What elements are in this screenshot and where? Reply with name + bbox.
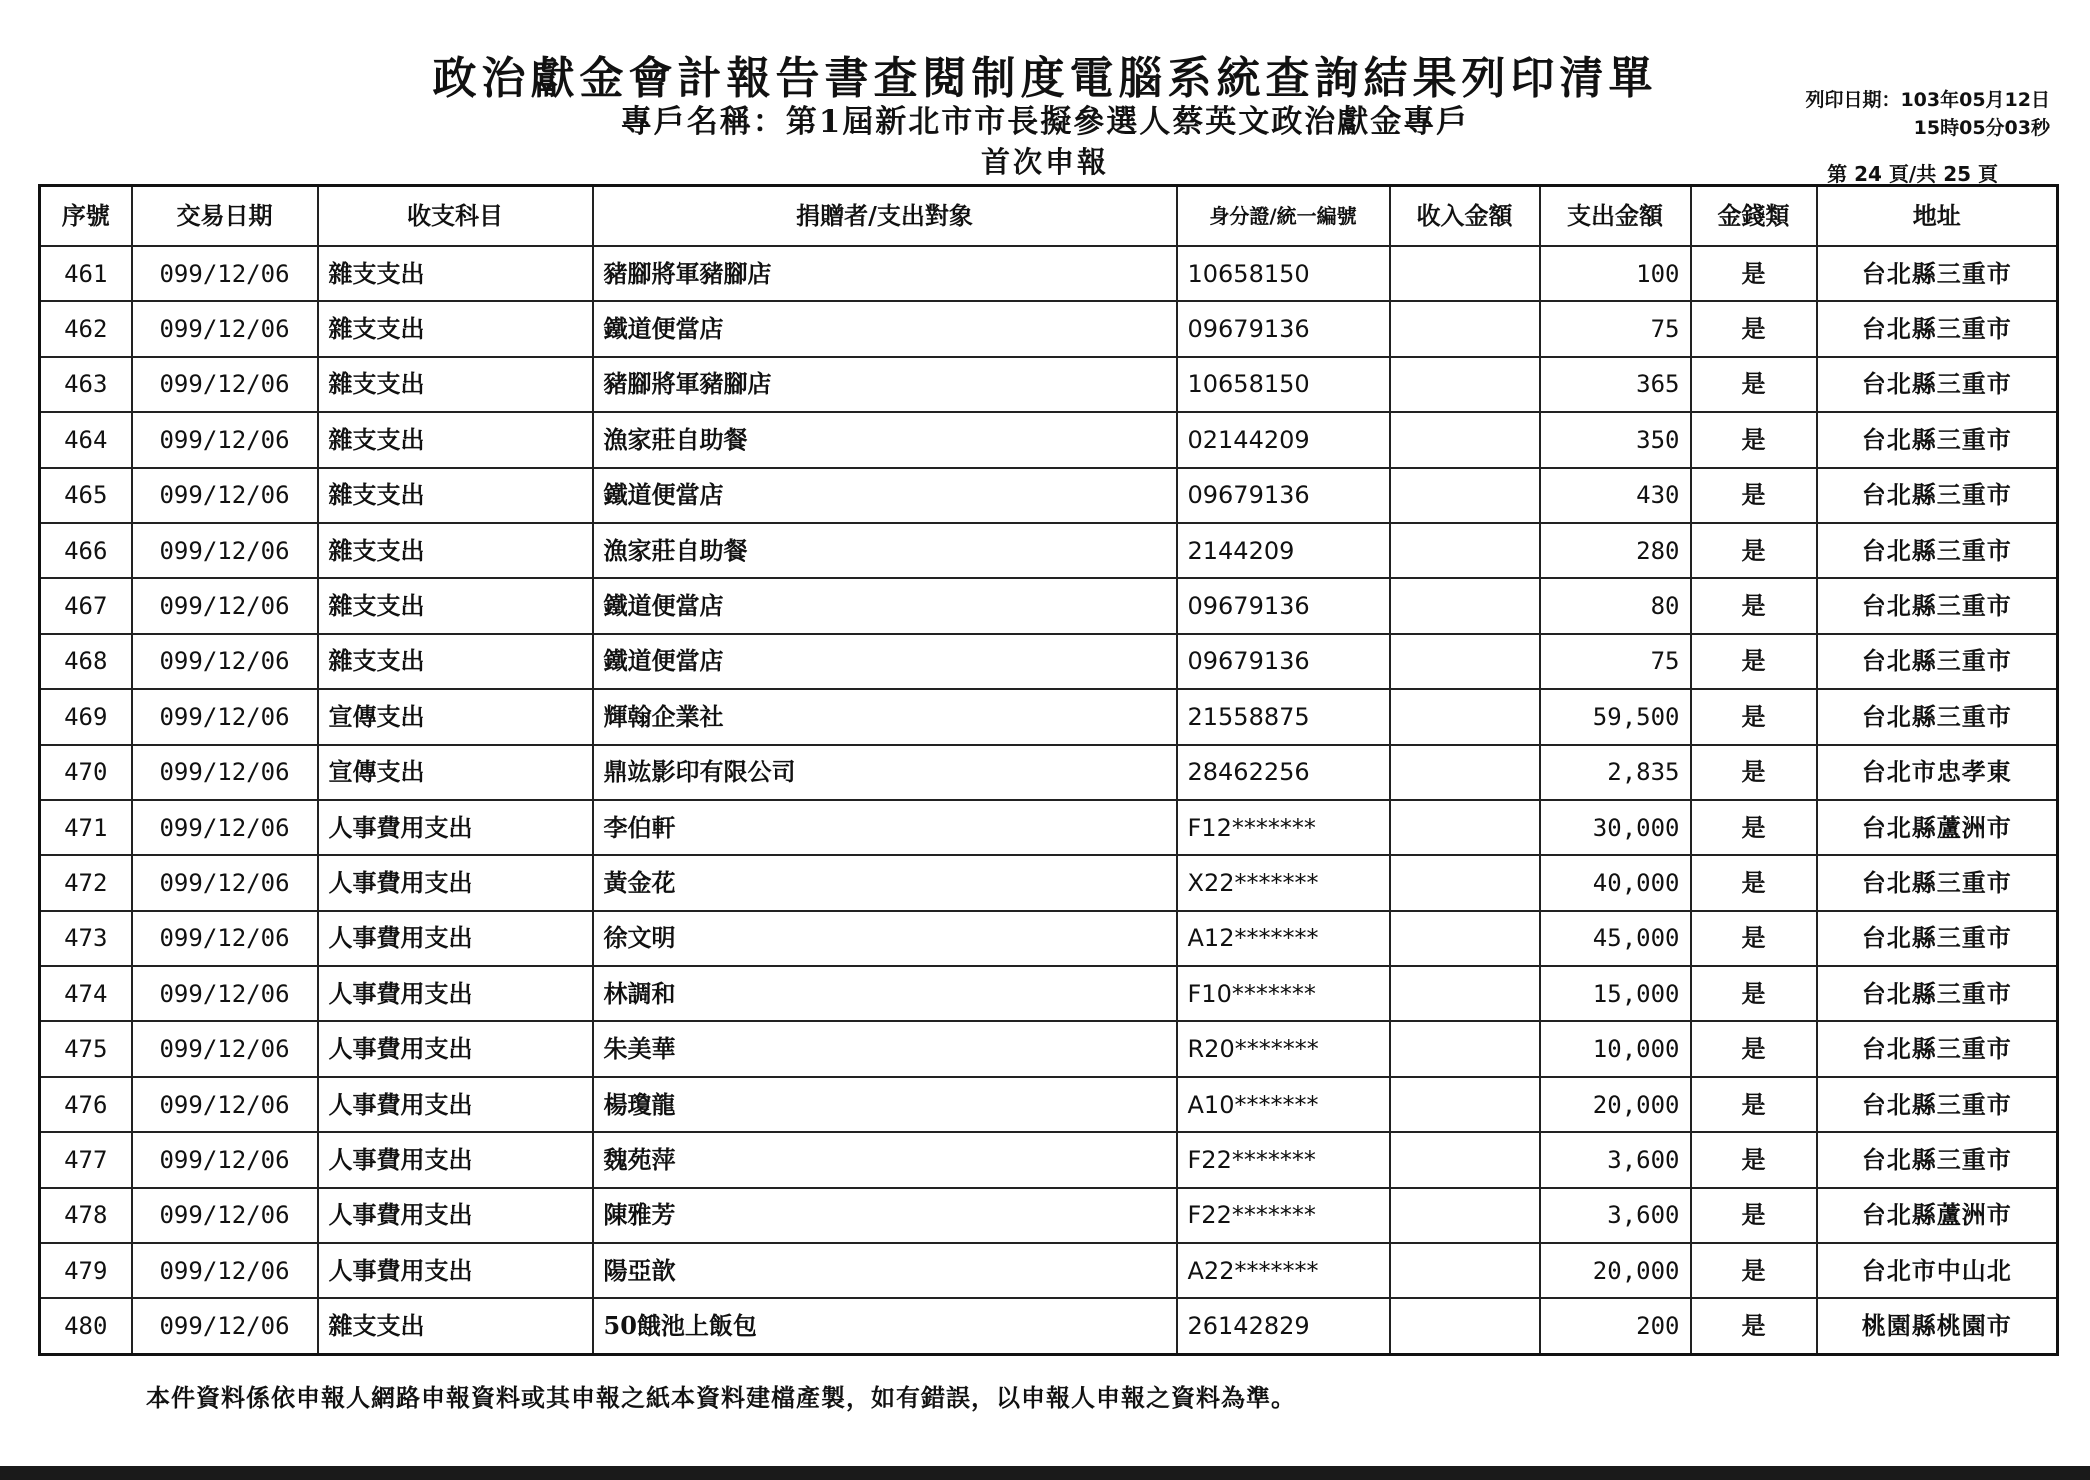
cell-seq: 461 (40, 246, 132, 301)
cell-expense: 20,000 (1540, 1243, 1691, 1298)
cell-seq: 476 (40, 1077, 132, 1132)
cell-id: F22******* (1177, 1188, 1390, 1243)
cell-income (1390, 1243, 1540, 1298)
cell-address: 台北縣三重市 (1817, 634, 2058, 689)
table-row (40, 412, 2058, 467)
table-row (40, 578, 2058, 633)
cell-seq: 469 (40, 689, 132, 744)
col-header-income: 收入金額 (1390, 186, 1540, 247)
cell-date: 099/12/06 (132, 745, 318, 800)
cell-payee: 鐵道便當店 (593, 634, 1177, 689)
table-row (40, 911, 2058, 966)
cell-expense: 3,600 (1540, 1132, 1691, 1187)
cell-expense: 20,000 (1540, 1077, 1691, 1132)
cell-category: 人事費用支出 (318, 1188, 593, 1243)
cell-income (1390, 523, 1540, 578)
cell-expense: 350 (1540, 412, 1691, 467)
cell-expense: 45,000 (1540, 911, 1691, 966)
cell-cash: 是 (1691, 468, 1817, 523)
cell-seq: 473 (40, 911, 132, 966)
col-header-cash: 金錢類 (1691, 186, 1817, 247)
cell-payee: 黃金花 (593, 855, 1177, 910)
cell-cash: 是 (1691, 689, 1817, 744)
cell-cash: 是 (1691, 855, 1817, 910)
scan-edge (0, 1466, 2090, 1480)
cell-id: R20******* (1177, 1021, 1390, 1076)
cell-cash: 是 (1691, 1021, 1817, 1076)
cell-expense: 10,000 (1540, 1021, 1691, 1076)
cell-id: A12******* (1177, 911, 1390, 966)
cell-payee: 鐵道便當店 (593, 468, 1177, 523)
cell-category: 人事費用支出 (318, 855, 593, 910)
account-name: 專戶名稱：第1屆新北市市長擬參選人蔡英文政治獻金專戶 (620, 104, 1470, 140)
cell-date: 099/12/06 (132, 578, 318, 633)
table-row (40, 301, 2058, 356)
cell-income (1390, 412, 1540, 467)
cell-address: 台北市中山北 (1817, 1243, 2058, 1298)
cell-date: 099/12/06 (132, 800, 318, 855)
cell-address: 台北縣三重市 (1817, 911, 2058, 966)
table-row (40, 523, 2058, 578)
cell-income (1390, 911, 1540, 966)
cell-category: 人事費用支出 (318, 1021, 593, 1076)
cell-address: 台北縣三重市 (1817, 246, 2058, 301)
cell-seq: 471 (40, 800, 132, 855)
table-row (40, 689, 2058, 744)
cell-seq: 465 (40, 468, 132, 523)
cell-date: 099/12/06 (132, 468, 318, 523)
cell-income (1390, 689, 1540, 744)
cell-id: 21558875 (1177, 689, 1390, 744)
cell-income (1390, 1132, 1540, 1187)
page-indicator: 第 24 頁/共 25 頁 (1827, 162, 1998, 186)
cell-id: 09679136 (1177, 468, 1390, 523)
col-header-address: 地址 (1817, 186, 2058, 247)
col-header-category: 收支科目 (318, 186, 593, 247)
cell-payee: 朱美華 (593, 1021, 1177, 1076)
cell-id: A10******* (1177, 1077, 1390, 1132)
cell-cash: 是 (1691, 800, 1817, 855)
cell-category: 雜支支出 (318, 1298, 593, 1354)
cell-payee: 豬腳將軍豬腳店 (593, 246, 1177, 301)
cell-expense: 15,000 (1540, 966, 1691, 1021)
cell-address: 台北縣三重市 (1817, 966, 2058, 1021)
cell-date: 099/12/06 (132, 855, 318, 910)
table-row (40, 855, 2058, 910)
cell-seq: 477 (40, 1132, 132, 1187)
cell-payee: 魏苑萍 (593, 1132, 1177, 1187)
cell-category: 人事費用支出 (318, 911, 593, 966)
cell-income (1390, 855, 1540, 910)
cell-id: 2144209 (1177, 523, 1390, 578)
cell-address: 台北縣三重市 (1817, 855, 2058, 910)
cell-category: 人事費用支出 (318, 1243, 593, 1298)
cell-expense: 280 (1540, 523, 1691, 578)
cell-seq: 462 (40, 301, 132, 356)
cell-seq: 474 (40, 966, 132, 1021)
cell-date: 099/12/06 (132, 634, 318, 689)
cell-expense: 200 (1540, 1298, 1691, 1354)
cell-income (1390, 357, 1540, 412)
cell-seq: 470 (40, 745, 132, 800)
cell-date: 099/12/06 (132, 301, 318, 356)
cell-id: 09679136 (1177, 578, 1390, 633)
print-time: 15時05分03秒 (1913, 117, 2050, 139)
print-date: 列印日期：103年05月12日 (1805, 89, 2050, 111)
cell-category: 雜支支出 (318, 634, 593, 689)
cell-seq: 480 (40, 1298, 132, 1354)
cell-cash: 是 (1691, 412, 1817, 467)
cell-address: 台北縣三重市 (1817, 689, 2058, 744)
cell-seq: 475 (40, 1021, 132, 1076)
cell-date: 099/12/06 (132, 357, 318, 412)
cell-payee: 徐文明 (593, 911, 1177, 966)
cell-expense: 40,000 (1540, 855, 1691, 910)
cell-cash: 是 (1691, 745, 1817, 800)
table-row (40, 745, 2058, 800)
cell-expense: 365 (1540, 357, 1691, 412)
cell-expense: 2,835 (1540, 745, 1691, 800)
cell-date: 099/12/06 (132, 1188, 318, 1243)
cell-cash: 是 (1691, 301, 1817, 356)
cell-date: 099/12/06 (132, 1021, 318, 1076)
table-row (40, 966, 2058, 1021)
cell-seq: 464 (40, 412, 132, 467)
cell-payee: 陽亞歆 (593, 1243, 1177, 1298)
cell-payee: 鐵道便當店 (593, 301, 1177, 356)
cell-seq: 467 (40, 578, 132, 633)
footnote: 本件資料係依申報人網路申報資料或其申報之紙本資料建檔產製，如有錯誤，以申報人申報之資料為準。 (146, 1383, 1296, 1412)
table-row (40, 357, 2058, 412)
cell-category: 雜支支出 (318, 412, 593, 467)
cell-cash: 是 (1691, 1077, 1817, 1132)
cell-cash: 是 (1691, 357, 1817, 412)
table-row (40, 468, 2058, 523)
cell-payee: 鼎竑影印有限公司 (593, 745, 1177, 800)
cell-address: 台北縣三重市 (1817, 1021, 2058, 1076)
cell-seq: 479 (40, 1243, 132, 1298)
cell-id: 28462256 (1177, 745, 1390, 800)
cell-income (1390, 1021, 1540, 1076)
cell-address: 台北市忠孝東 (1817, 745, 2058, 800)
cell-payee: 50餓池上飯包 (593, 1298, 1177, 1354)
cell-cash: 是 (1691, 911, 1817, 966)
cell-seq: 466 (40, 523, 132, 578)
cell-payee: 陳雅芳 (593, 1188, 1177, 1243)
cell-date: 099/12/06 (132, 246, 318, 301)
cell-seq: 472 (40, 855, 132, 910)
cell-income (1390, 578, 1540, 633)
cell-cash: 是 (1691, 1298, 1817, 1354)
cell-address: 台北縣三重市 (1817, 1077, 2058, 1132)
cell-id: F12******* (1177, 800, 1390, 855)
print-info (1805, 86, 2050, 142)
cell-date: 099/12/06 (132, 1077, 318, 1132)
cell-id: X22******* (1177, 855, 1390, 910)
cell-date: 099/12/06 (132, 1243, 318, 1298)
cell-address: 台北縣蘆洲市 (1817, 1188, 2058, 1243)
cell-id: 09679136 (1177, 301, 1390, 356)
cell-cash: 是 (1691, 1188, 1817, 1243)
ledger-table (38, 184, 2059, 1356)
cell-id: F10******* (1177, 966, 1390, 1021)
cell-cash: 是 (1691, 634, 1817, 689)
cell-id: A22******* (1177, 1243, 1390, 1298)
cell-date: 099/12/06 (132, 911, 318, 966)
table-row (40, 1243, 2058, 1298)
cell-category: 雜支支出 (318, 357, 593, 412)
table-header-row (40, 186, 2058, 247)
cell-address: 台北縣三重市 (1817, 578, 2058, 633)
cell-address: 台北縣三重市 (1817, 1132, 2058, 1187)
cell-payee: 輝翰企業社 (593, 689, 1177, 744)
col-header-payee: 捐贈者/支出對象 (593, 186, 1177, 247)
cell-address: 台北縣三重市 (1817, 468, 2058, 523)
report-type: 首次申報 (980, 145, 1109, 179)
cell-payee: 漁家莊自助餐 (593, 412, 1177, 467)
cell-payee: 李伯軒 (593, 800, 1177, 855)
cell-seq: 478 (40, 1188, 132, 1243)
table-row (40, 1077, 2058, 1132)
cell-income (1390, 1298, 1540, 1354)
cell-cash: 是 (1691, 1243, 1817, 1298)
cell-expense: 30,000 (1540, 800, 1691, 855)
cell-id: 26142829 (1177, 1298, 1390, 1354)
cell-address: 台北縣三重市 (1817, 523, 2058, 578)
col-header-date: 交易日期 (132, 186, 318, 247)
cell-id: 09679136 (1177, 634, 1390, 689)
cell-id: F22******* (1177, 1132, 1390, 1187)
cell-date: 099/12/06 (132, 1298, 318, 1354)
cell-seq: 463 (40, 357, 132, 412)
cell-address: 台北縣三重市 (1817, 301, 2058, 356)
cell-expense: 3,600 (1540, 1188, 1691, 1243)
cell-income (1390, 634, 1540, 689)
cell-address: 台北縣三重市 (1817, 357, 2058, 412)
cell-category: 人事費用支出 (318, 1132, 593, 1187)
cell-category: 人事費用支出 (318, 800, 593, 855)
cell-seq: 468 (40, 634, 132, 689)
cell-address: 台北縣三重市 (1817, 412, 2058, 467)
table-row (40, 1132, 2058, 1187)
cell-expense: 430 (1540, 468, 1691, 523)
cell-date: 099/12/06 (132, 523, 318, 578)
cell-income (1390, 745, 1540, 800)
cell-payee: 楊瓊龍 (593, 1077, 1177, 1132)
col-header-seq: 序號 (40, 186, 132, 247)
cell-date: 099/12/06 (132, 1132, 318, 1187)
cell-category: 雜支支出 (318, 246, 593, 301)
cell-address: 台北縣蘆洲市 (1817, 800, 2058, 855)
cell-expense: 59,500 (1540, 689, 1691, 744)
cell-expense: 100 (1540, 246, 1691, 301)
report-title: 政治獻金會計報告書查閱制度電腦系統查詢結果列印清單 (432, 53, 1658, 104)
ledger-body (40, 246, 2058, 1355)
cell-date: 099/12/06 (132, 412, 318, 467)
table-row (40, 1298, 2058, 1354)
cell-category: 人事費用支出 (318, 966, 593, 1021)
table-row (40, 246, 2058, 301)
table-row (40, 1021, 2058, 1076)
cell-category: 宣傳支出 (318, 745, 593, 800)
cell-expense: 75 (1540, 301, 1691, 356)
cell-payee: 漁家莊自助餐 (593, 523, 1177, 578)
table-row (40, 634, 2058, 689)
cell-expense: 75 (1540, 634, 1691, 689)
cell-income (1390, 1077, 1540, 1132)
cell-address: 桃園縣桃園市 (1817, 1298, 2058, 1354)
cell-income (1390, 246, 1540, 301)
cell-date: 099/12/06 (132, 689, 318, 744)
cell-income (1390, 468, 1540, 523)
cell-id: 10658150 (1177, 246, 1390, 301)
cell-category: 人事費用支出 (318, 1077, 593, 1132)
cell-category: 雜支支出 (318, 468, 593, 523)
cell-date: 099/12/06 (132, 966, 318, 1021)
cell-id: 02144209 (1177, 412, 1390, 467)
col-header-expense: 支出金額 (1540, 186, 1691, 247)
cell-category: 雜支支出 (318, 578, 593, 633)
table-row (40, 800, 2058, 855)
cell-cash: 是 (1691, 246, 1817, 301)
cell-cash: 是 (1691, 1132, 1817, 1187)
cell-payee: 豬腳將軍豬腳店 (593, 357, 1177, 412)
cell-id: 10658150 (1177, 357, 1390, 412)
cell-cash: 是 (1691, 966, 1817, 1021)
col-header-id: 身分證/統一編號 (1177, 186, 1390, 247)
cell-income (1390, 966, 1540, 1021)
cell-category: 宣傳支出 (318, 689, 593, 744)
cell-category: 雜支支出 (318, 301, 593, 356)
cell-category: 雜支支出 (318, 523, 593, 578)
cell-income (1390, 1188, 1540, 1243)
cell-payee: 林調和 (593, 966, 1177, 1021)
cell-income (1390, 301, 1540, 356)
table-row (40, 1188, 2058, 1243)
cell-payee: 鐵道便當店 (593, 578, 1177, 633)
cell-expense: 80 (1540, 578, 1691, 633)
cell-income (1390, 800, 1540, 855)
cell-cash: 是 (1691, 578, 1817, 633)
cell-cash: 是 (1691, 523, 1817, 578)
